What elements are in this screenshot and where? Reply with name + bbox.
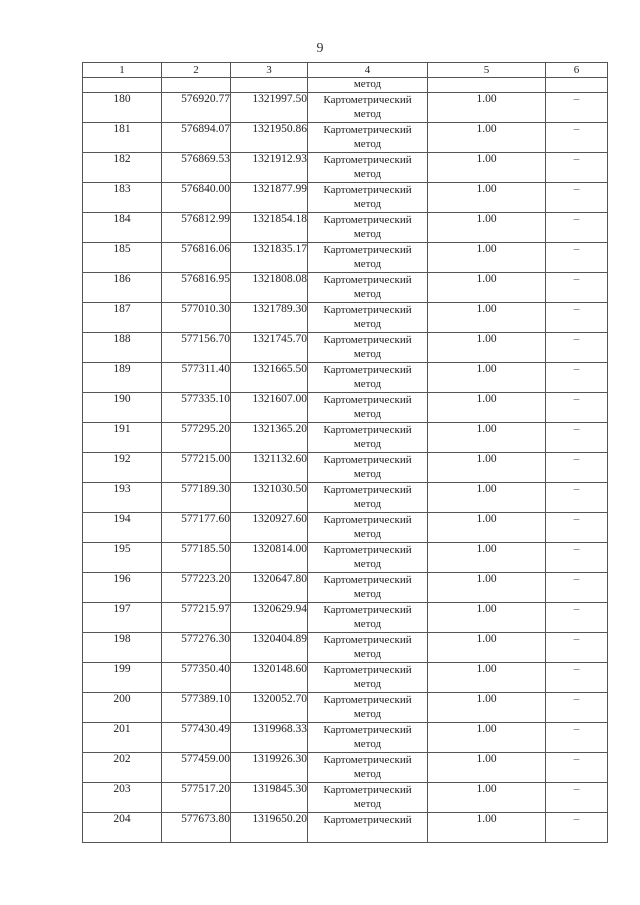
accuracy-cell: 1.00 xyxy=(428,723,546,753)
method-line-1: Картометрический xyxy=(323,694,412,706)
y-coordinate-cell: 1321665.50 xyxy=(231,363,308,393)
accuracy-cell: 1.00 xyxy=(428,273,546,303)
point-number-cell: 196 xyxy=(83,573,162,603)
note-cell: – xyxy=(546,243,608,273)
method-line-2: метод xyxy=(353,618,382,630)
method-cell xyxy=(308,243,428,273)
note-cell: – xyxy=(546,693,608,723)
method-cell xyxy=(308,273,428,303)
accuracy-cell: 1.00 xyxy=(428,363,546,393)
y-coordinate-cell: 1320647.80 xyxy=(231,573,308,603)
table-row xyxy=(83,513,608,543)
method-line-1: Картометрический xyxy=(323,124,412,136)
accuracy-cell: 1.00 xyxy=(428,543,546,573)
accuracy-cell: 1.00 xyxy=(428,243,546,273)
note-cell: – xyxy=(546,393,608,423)
method-cell xyxy=(308,513,428,543)
table-row xyxy=(83,453,608,483)
method-line-1: Картометрический xyxy=(323,364,412,376)
table-row xyxy=(83,93,608,123)
point-number-cell: 194 xyxy=(83,513,162,543)
method-cell xyxy=(308,483,428,513)
method-line-2: метод xyxy=(353,768,382,780)
method-cell xyxy=(308,723,428,753)
method-line-2: метод xyxy=(353,648,382,660)
y-coordinate-cell: 1321789.30 xyxy=(231,303,308,333)
method-line-2: метод xyxy=(353,198,382,210)
column-header: 2 xyxy=(162,63,231,78)
method-line-1: Картометрический xyxy=(323,604,412,616)
column-header: 1 xyxy=(83,63,162,78)
point-number-cell: 183 xyxy=(83,183,162,213)
method-line-1: Картометрический xyxy=(323,544,412,556)
point-number-cell: 186 xyxy=(83,273,162,303)
method-cell xyxy=(308,213,428,243)
method-line-1: Картометрический xyxy=(323,334,412,346)
x-coordinate-cell: 577215.00 xyxy=(162,453,231,483)
method-line-2: метод xyxy=(353,408,382,420)
note-cell: – xyxy=(546,93,608,123)
method-line-1: Картометрический xyxy=(323,484,412,496)
y-coordinate-cell: 1321854.18 xyxy=(231,213,308,243)
accuracy-cell: 1.00 xyxy=(428,213,546,243)
table-row xyxy=(83,243,608,273)
point-number-cell: 195 xyxy=(83,543,162,573)
note-cell: – xyxy=(546,153,608,183)
method-cell xyxy=(308,603,428,633)
note-cell: – xyxy=(546,813,608,843)
table-cell xyxy=(546,78,608,93)
note-cell: – xyxy=(546,753,608,783)
y-coordinate-cell: 1321132.60 xyxy=(231,453,308,483)
method-line-2: метод xyxy=(353,798,382,810)
accuracy-cell: 1.00 xyxy=(428,633,546,663)
method-line-1: Картометрический xyxy=(323,424,412,436)
accuracy-cell: 1.00 xyxy=(428,513,546,543)
method-line-1: Картометрический xyxy=(323,454,412,466)
method-line-2: метод xyxy=(353,588,382,600)
method-cell xyxy=(308,453,428,483)
table-row xyxy=(83,153,608,183)
table-cell xyxy=(231,78,308,93)
accuracy-cell: 1.00 xyxy=(428,573,546,603)
table-row xyxy=(83,813,608,843)
note-cell: – xyxy=(546,213,608,243)
method-cell xyxy=(308,753,428,783)
table-row xyxy=(83,123,608,153)
x-coordinate-cell: 577010.30 xyxy=(162,303,231,333)
method-cell xyxy=(308,633,428,663)
point-number-cell: 200 xyxy=(83,693,162,723)
y-coordinate-cell: 1320052.70 xyxy=(231,693,308,723)
note-cell: – xyxy=(546,633,608,663)
point-number-cell: 204 xyxy=(83,813,162,843)
point-number-cell: 190 xyxy=(83,393,162,423)
table-cell xyxy=(83,78,162,93)
y-coordinate-cell: 1321950.86 xyxy=(231,123,308,153)
note-cell: – xyxy=(546,483,608,513)
accuracy-cell: 1.00 xyxy=(428,93,546,123)
point-number-cell: 180 xyxy=(83,93,162,123)
table-row xyxy=(83,273,608,303)
method-line-1: Картометрический xyxy=(323,634,412,646)
continuation-row xyxy=(83,78,608,93)
method-line-2: метод xyxy=(353,288,382,300)
x-coordinate-cell: 577215.97 xyxy=(162,603,231,633)
point-number-cell: 198 xyxy=(83,633,162,663)
note-cell: – xyxy=(546,603,608,633)
method-cell xyxy=(308,543,428,573)
point-number-cell: 192 xyxy=(83,453,162,483)
point-number-cell: 181 xyxy=(83,123,162,153)
accuracy-cell: 1.00 xyxy=(428,693,546,723)
x-coordinate-cell: 577389.10 xyxy=(162,693,231,723)
method-cell xyxy=(308,573,428,603)
accuracy-cell: 1.00 xyxy=(428,153,546,183)
note-cell: – xyxy=(546,183,608,213)
method-line-2: метод xyxy=(353,498,382,510)
table-row xyxy=(83,363,608,393)
note-cell: – xyxy=(546,543,608,573)
x-coordinate-cell: 577189.30 xyxy=(162,483,231,513)
accuracy-cell: 1.00 xyxy=(428,423,546,453)
x-coordinate-cell: 577156.70 xyxy=(162,333,231,363)
accuracy-cell: 1.00 xyxy=(428,603,546,633)
method-line-1: Картометрический xyxy=(323,784,412,796)
table-row xyxy=(83,663,608,693)
note-cell: – xyxy=(546,363,608,393)
method-line-1: Картометрический xyxy=(323,94,412,106)
table-row xyxy=(83,723,608,753)
table-row xyxy=(83,753,608,783)
y-coordinate-cell: 1320814.00 xyxy=(231,543,308,573)
table-cell xyxy=(162,78,231,93)
table-row xyxy=(83,213,608,243)
x-coordinate-cell: 577673.80 xyxy=(162,813,231,843)
header-row xyxy=(83,63,608,78)
table-row xyxy=(83,393,608,423)
accuracy-cell: 1.00 xyxy=(428,663,546,693)
note-cell: – xyxy=(546,513,608,543)
x-coordinate-cell: 577430.49 xyxy=(162,723,231,753)
method-line-2: метод xyxy=(353,738,382,750)
method-line-2: метод xyxy=(353,318,382,330)
table-row xyxy=(83,633,608,663)
y-coordinate-cell: 1321835.17 xyxy=(231,243,308,273)
column-header: 5 xyxy=(428,63,546,78)
table-row xyxy=(83,573,608,603)
method-line-2: метод xyxy=(353,708,382,720)
method-line-1: Картометрический xyxy=(323,754,412,766)
x-coordinate-cell: 577459.00 xyxy=(162,753,231,783)
method-cell: метод xyxy=(308,78,428,93)
accuracy-cell: 1.00 xyxy=(428,393,546,423)
y-coordinate-cell: 1320404.89 xyxy=(231,633,308,663)
method-line-2: метод xyxy=(353,378,382,390)
x-coordinate-cell: 577311.40 xyxy=(162,363,231,393)
x-coordinate-cell: 576816.06 xyxy=(162,243,231,273)
point-number-cell: 185 xyxy=(83,243,162,273)
method-cell xyxy=(308,333,428,363)
point-number-cell: 202 xyxy=(83,753,162,783)
column-header: 6 xyxy=(546,63,608,78)
y-coordinate-cell: 1321030.50 xyxy=(231,483,308,513)
y-coordinate-cell: 1321912.93 xyxy=(231,153,308,183)
note-cell: – xyxy=(546,783,608,813)
x-coordinate-cell: 577350.40 xyxy=(162,663,231,693)
method-cell xyxy=(308,783,428,813)
method-cell xyxy=(308,303,428,333)
note-cell: – xyxy=(546,723,608,753)
x-coordinate-cell: 576869.53 xyxy=(162,153,231,183)
method-line-1: Картометрический xyxy=(323,574,412,586)
y-coordinate-cell: 1321745.70 xyxy=(231,333,308,363)
x-coordinate-cell: 577295.20 xyxy=(162,423,231,453)
method-cell xyxy=(308,93,428,123)
table-row xyxy=(83,483,608,513)
table-row xyxy=(83,693,608,723)
accuracy-cell: 1.00 xyxy=(428,483,546,513)
note-cell: – xyxy=(546,423,608,453)
point-number-cell: 187 xyxy=(83,303,162,333)
y-coordinate-cell: 1321607.00 xyxy=(231,393,308,423)
method-line-2: метод xyxy=(353,348,382,360)
x-coordinate-cell: 576920.77 xyxy=(162,93,231,123)
table-row xyxy=(83,303,608,333)
x-coordinate-cell: 577223.20 xyxy=(162,573,231,603)
method-line-1: Картометрический xyxy=(323,814,412,826)
point-number-cell: 193 xyxy=(83,483,162,513)
table-row xyxy=(83,603,608,633)
accuracy-cell: 1.00 xyxy=(428,813,546,843)
method-cell xyxy=(308,423,428,453)
y-coordinate-cell: 1319968.33 xyxy=(231,723,308,753)
x-coordinate-cell: 577276.30 xyxy=(162,633,231,663)
x-coordinate-cell: 576840.00 xyxy=(162,183,231,213)
column-header: 4 xyxy=(308,63,428,78)
method-line-2: метод xyxy=(353,468,382,480)
x-coordinate-cell: 577177.60 xyxy=(162,513,231,543)
table-row xyxy=(83,783,608,813)
point-number-cell: 199 xyxy=(83,663,162,693)
x-coordinate-cell: 576816.95 xyxy=(162,273,231,303)
method-line-1: Картометрический xyxy=(323,184,412,196)
method-line-2: метод xyxy=(353,228,382,240)
x-coordinate-cell: 577517.20 xyxy=(162,783,231,813)
y-coordinate-cell: 1319650.20 xyxy=(231,813,308,843)
y-coordinate-cell: 1321997.50 xyxy=(231,93,308,123)
x-coordinate-cell: 576812.99 xyxy=(162,213,231,243)
column-header: 3 xyxy=(231,63,308,78)
accuracy-cell: 1.00 xyxy=(428,453,546,483)
note-cell: – xyxy=(546,303,608,333)
note-cell: – xyxy=(546,273,608,303)
method-line-1: Картометрический xyxy=(323,244,412,256)
method-line-2: метод xyxy=(353,678,382,690)
table-row xyxy=(83,423,608,453)
table-row xyxy=(83,543,608,573)
method-cell xyxy=(308,153,428,183)
point-number-cell: 189 xyxy=(83,363,162,393)
x-coordinate-cell: 577335.10 xyxy=(162,393,231,423)
method-line-1: Картометрический xyxy=(323,304,412,316)
y-coordinate-cell: 1320629.94 xyxy=(231,603,308,633)
x-coordinate-cell: 577185.50 xyxy=(162,543,231,573)
accuracy-cell: 1.00 xyxy=(428,753,546,783)
y-coordinate-cell: 1319926.30 xyxy=(231,753,308,783)
accuracy-cell: 1.00 xyxy=(428,123,546,153)
method-cell xyxy=(308,813,428,843)
method-line-2: метод xyxy=(353,438,382,450)
method-line-2: метод xyxy=(353,528,382,540)
point-number-cell: 182 xyxy=(83,153,162,183)
note-cell: – xyxy=(546,453,608,483)
accuracy-cell: 1.00 xyxy=(428,783,546,813)
table-cell xyxy=(428,78,546,93)
note-cell: – xyxy=(546,333,608,363)
page-number: 9 xyxy=(316,41,324,56)
note-cell: – xyxy=(546,663,608,693)
accuracy-cell: 1.00 xyxy=(428,333,546,363)
y-coordinate-cell: 1320927.60 xyxy=(231,513,308,543)
y-coordinate-cell: 1321365.20 xyxy=(231,423,308,453)
point-number-cell: 184 xyxy=(83,213,162,243)
point-number-cell: 188 xyxy=(83,333,162,363)
method-cell xyxy=(308,663,428,693)
table-row xyxy=(83,333,608,363)
note-cell: – xyxy=(546,123,608,153)
table-row xyxy=(83,183,608,213)
y-coordinate-cell: 1320148.60 xyxy=(231,663,308,693)
method-line-1: Картометрический xyxy=(323,664,412,676)
y-coordinate-cell: 1319845.30 xyxy=(231,783,308,813)
method-line-2: метод xyxy=(353,138,382,150)
point-number-cell: 201 xyxy=(83,723,162,753)
method-line-1: Картометрический xyxy=(323,514,412,526)
method-line-1: Картометрический xyxy=(323,274,412,286)
x-coordinate-cell: 576894.07 xyxy=(162,123,231,153)
method-cell xyxy=(308,123,428,153)
method-line-1: Картометрический xyxy=(323,214,412,226)
y-coordinate-cell: 1321877.99 xyxy=(231,183,308,213)
method-line-1: Картометрический xyxy=(323,394,412,406)
coordinates-table xyxy=(82,62,608,843)
method-line-2: метод xyxy=(353,558,382,570)
method-cell xyxy=(308,183,428,213)
method-line-2: метод xyxy=(353,258,382,270)
method-cell xyxy=(308,393,428,423)
note-cell: – xyxy=(546,573,608,603)
y-coordinate-cell: 1321808.08 xyxy=(231,273,308,303)
method-cell xyxy=(308,363,428,393)
accuracy-cell: 1.00 xyxy=(428,303,546,333)
accuracy-cell: 1.00 xyxy=(428,183,546,213)
point-number-cell: 191 xyxy=(83,423,162,453)
method-line-2: метод xyxy=(353,168,382,180)
point-number-cell: 203 xyxy=(83,783,162,813)
method-line-2: метод xyxy=(353,108,382,120)
method-line-1: Картометрический xyxy=(323,724,412,736)
method-line-1: Картометрический xyxy=(323,154,412,166)
method-cell xyxy=(308,693,428,723)
point-number-cell: 197 xyxy=(83,603,162,633)
